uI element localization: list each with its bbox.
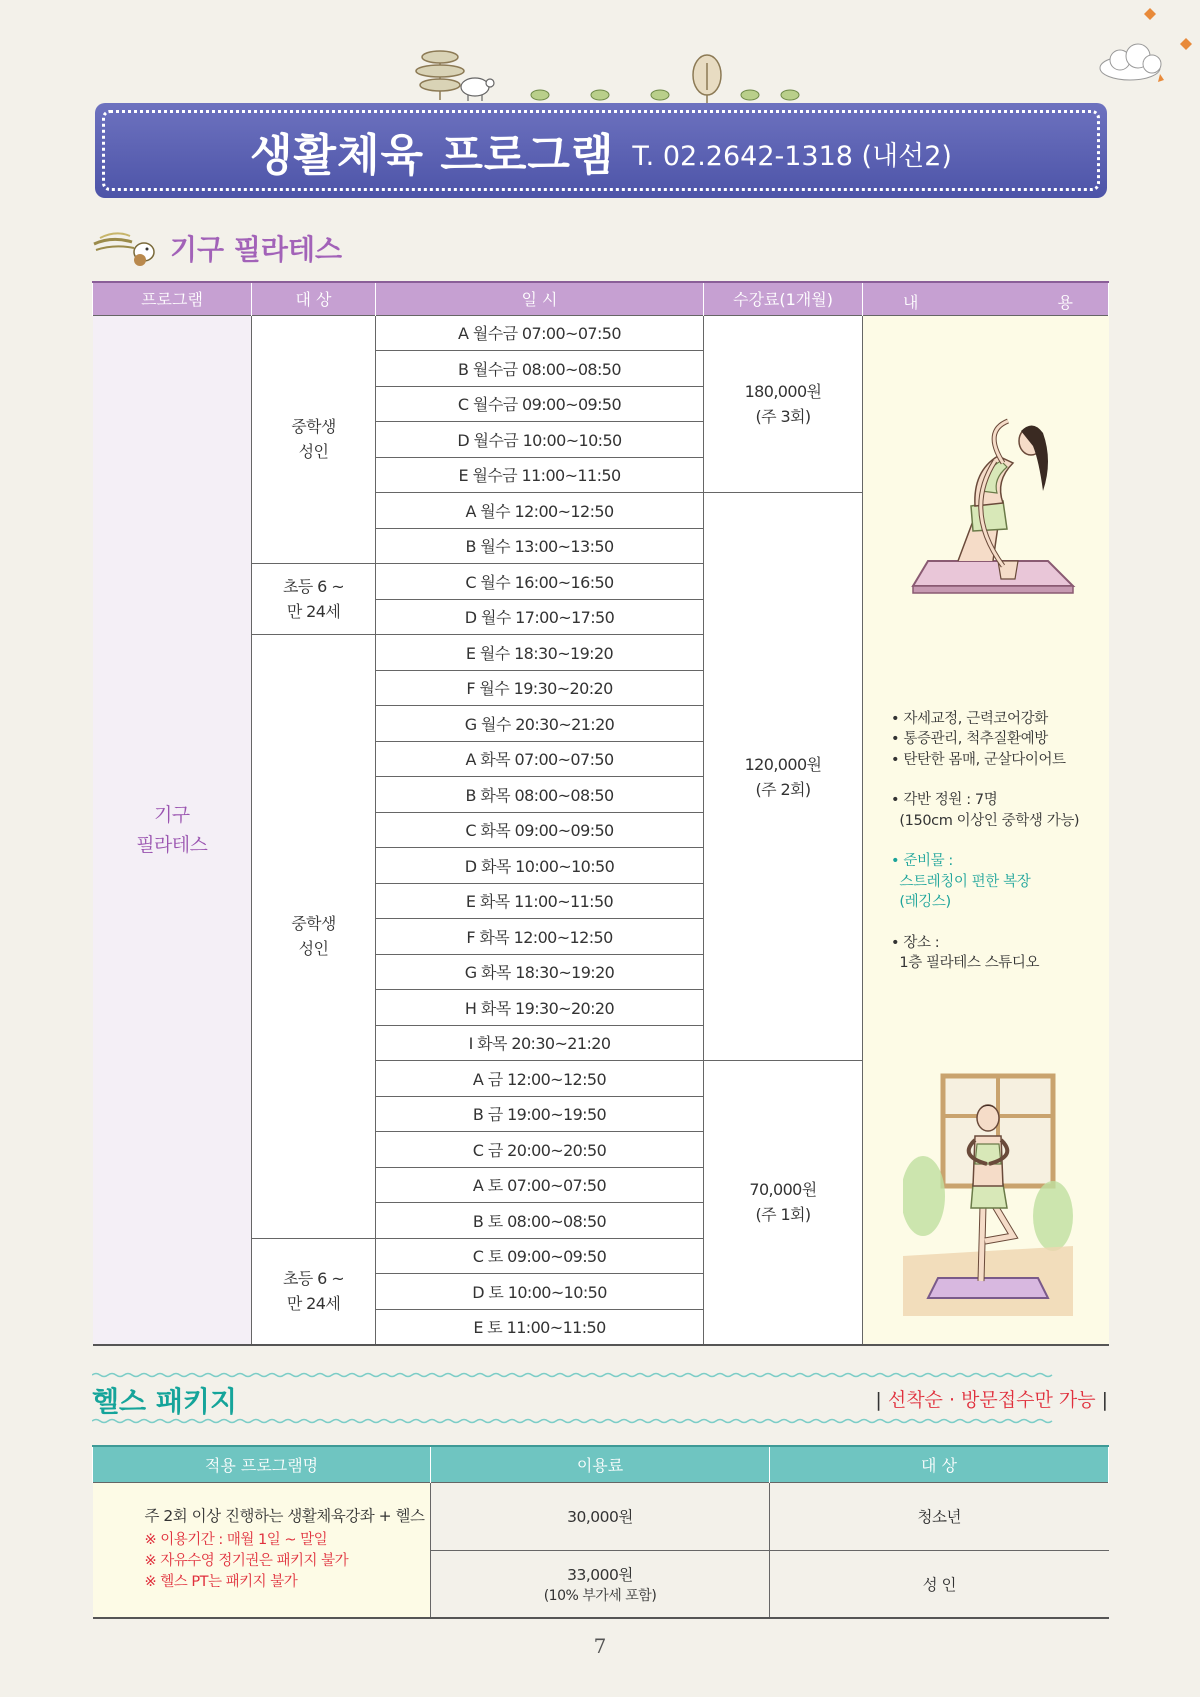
fee-cell: [704, 493, 863, 1061]
bird-branch-icon: [92, 226, 160, 270]
schedule-slot: F 월수 19:30~20:20: [376, 670, 704, 706]
page-number: 7: [593, 1634, 607, 1658]
content-bullet: • 탄탄한 몸매, 군살다이어트: [891, 751, 1066, 768]
cloud-leaf-decoration: [1090, 0, 1200, 90]
prep-label: • 준비물 :: [891, 853, 953, 869]
fee-frequency: (주 2회): [755, 779, 811, 799]
schedule-slot: C 토 09:00~09:50: [376, 1238, 704, 1274]
target-line2: 성인: [298, 442, 329, 462]
schedule-slot: E 월수금 11:00~11:50: [376, 457, 704, 493]
page-title: 생활체육 프로그램: [250, 129, 615, 181]
schedule-slot: A 토 07:00~07:50: [376, 1167, 704, 1203]
program-name-line2: 필라테스: [136, 833, 208, 856]
prep-item: 스트레칭이 편한 복장: [891, 873, 1031, 890]
target-cell: [252, 1238, 376, 1345]
schedule-slot: E 토 11:00~11:50: [376, 1309, 704, 1345]
section-health-package-title: 헬스 패키지: [92, 1385, 237, 1418]
wavy-divider-top: [92, 1372, 1108, 1378]
package-fee: 33,000원: [567, 1565, 633, 1584]
target-cell: [252, 635, 376, 1239]
fee-amount: 70,000원: [749, 1180, 817, 1200]
schedule-slot: A 금 12:00~12:50: [376, 1061, 704, 1097]
target-cell: [252, 315, 376, 564]
phone-number: T. 02.2642-1318 (내선2): [632, 141, 952, 172]
schedule-slot: B 화목 08:00~08:50: [376, 777, 704, 813]
schedule-slot: A 화목 07:00~07:50: [376, 741, 704, 777]
place-label: • 장소 :: [891, 934, 940, 951]
schedule-slot: B 월수금 08:00~08:50: [376, 351, 704, 387]
fee-cell: [704, 1061, 863, 1345]
schedule-slot: D 화목 10:00~10:50: [376, 848, 704, 884]
target-line2: 만 24세: [286, 1294, 341, 1313]
fee-frequency: (주 1회): [755, 1205, 811, 1225]
schedule-slot: D 월수금 10:00~10:50: [376, 422, 704, 458]
header-target: 대 상: [252, 282, 376, 315]
package-note: ※ 이용기간 : 매월 1일 ~ 말일: [144, 1532, 328, 1549]
fee-cell: [704, 315, 863, 493]
header-schedule: 일 시: [376, 282, 704, 315]
page-banner: [95, 103, 1107, 198]
target-line2: 성인: [298, 939, 329, 959]
note-bar-left: |: [875, 1389, 882, 1411]
target-line2: 만 24세: [286, 602, 341, 621]
schedule-slot: G 화목 18:30~19:20: [376, 954, 704, 990]
registration-note: [875, 1385, 1108, 1412]
fee-amount: 180,000원: [744, 381, 822, 401]
content-bullet: • 자세교정, 근력코어강화: [891, 710, 1048, 727]
fee-frequency: (주 3회): [755, 406, 811, 426]
schedule-slot: B 토 08:00~08:50: [376, 1203, 704, 1239]
table-row: [93, 1482, 1109, 1550]
package-target-cell: 청소년: [770, 1482, 1109, 1550]
schedule-slot: E 화목 11:00~11:50: [376, 883, 704, 919]
pilates-woman-illustration: [903, 401, 1083, 601]
header-content-left: 내: [903, 293, 919, 312]
package-fee-cell: [431, 1482, 770, 1550]
package-program-cell: [93, 1482, 431, 1618]
schedule-slot: A 월수금 07:00~07:50: [376, 315, 704, 351]
place-value: 1층 필라테스 스튜디오: [891, 955, 1040, 971]
top-scenery-decoration: [410, 45, 810, 105]
header-target: 대 상: [770, 1446, 1109, 1482]
program-name-cell: [93, 315, 252, 1345]
content-cell: [863, 315, 1109, 1345]
table-header-row: [93, 1446, 1109, 1482]
content-description: [891, 709, 1079, 974]
schedule-slot: C 화목 09:00~09:50: [376, 812, 704, 848]
target-line1: 중학생: [291, 914, 336, 934]
program-name-line1: 기구: [153, 803, 190, 826]
schedule-slot: E 월수 18:30~19:20: [376, 635, 704, 671]
schedule-slot: D 토 10:00~10:50: [376, 1274, 704, 1310]
schedule-slot: D 월수 17:00~17:50: [376, 599, 704, 635]
target-line1: 초등 6 ~: [282, 1269, 345, 1288]
package-fee-cell: [431, 1550, 770, 1618]
note-bar-right: |: [1101, 1389, 1108, 1411]
pilates-schedule-table: [92, 281, 1109, 1346]
package-note: ※ 자유수영 정기권은 패키지 불가: [144, 1553, 349, 1570]
schedule-slot: C 금 20:00~20:50: [376, 1132, 704, 1168]
target-line1: 중학생: [291, 417, 336, 437]
wavy-divider-bottom: [92, 1418, 1108, 1424]
fee-amount: 120,000원: [744, 754, 822, 774]
table-row: [93, 315, 1109, 351]
health-package-table: [92, 1445, 1109, 1619]
note-text: 선착순 · 방문접수만 가능: [887, 1389, 1096, 1411]
header-content-right: 용: [1057, 293, 1073, 312]
header-program: 프로그램: [93, 282, 252, 315]
schedule-slot: B 월수 13:00~13:50: [376, 528, 704, 564]
content-bullet: • 통증관리, 척추질환예방: [891, 731, 1048, 747]
schedule-slot: C 월수금 09:00~09:50: [376, 386, 704, 422]
schedule-slot: C 월수 16:00~16:50: [376, 564, 704, 600]
header-fee: 수강료(1개월): [704, 282, 863, 315]
capacity-note: (150cm 이상인 중학생 가능): [891, 812, 1080, 829]
package-note: ※ 헬스 PT는 패키지 불가: [144, 1574, 298, 1591]
schedule-slot: G 월수 20:30~21:20: [376, 706, 704, 742]
table-header-row: [93, 282, 1109, 315]
header-program-name: 적용 프로그램명: [93, 1446, 431, 1482]
prep-item-note: (레깅스): [891, 894, 951, 910]
schedule-slot: I 화목 20:30~21:20: [376, 1025, 704, 1061]
yoga-tree-pose-illustration: [903, 1056, 1073, 1316]
section-pilates-title: 기구 필라테스: [170, 233, 343, 266]
schedule-slot: A 월수 12:00~12:50: [376, 493, 704, 529]
package-program-name: 주 2회 이상 진행하는 생활체육강좌 + 헬스: [144, 1507, 425, 1526]
package-fee: 30,000원: [567, 1508, 633, 1526]
schedule-slot: H 화목 19:30~20:20: [376, 990, 704, 1026]
target-cell: [252, 564, 376, 635]
section-pilates-header: [92, 226, 342, 270]
header-usage-fee: 이용료: [431, 1446, 770, 1482]
schedule-slot: B 금 19:00~19:50: [376, 1096, 704, 1132]
package-target-cell: 성 인: [770, 1550, 1109, 1618]
header-content: [863, 282, 1109, 315]
package-fee-note: (10% 부가세 포함): [543, 1587, 657, 1604]
capacity-line: • 각반 정원 : 7명: [891, 792, 998, 808]
target-line1: 초등 6 ~: [282, 577, 345, 596]
schedule-slot: F 화목 12:00~12:50: [376, 919, 704, 955]
